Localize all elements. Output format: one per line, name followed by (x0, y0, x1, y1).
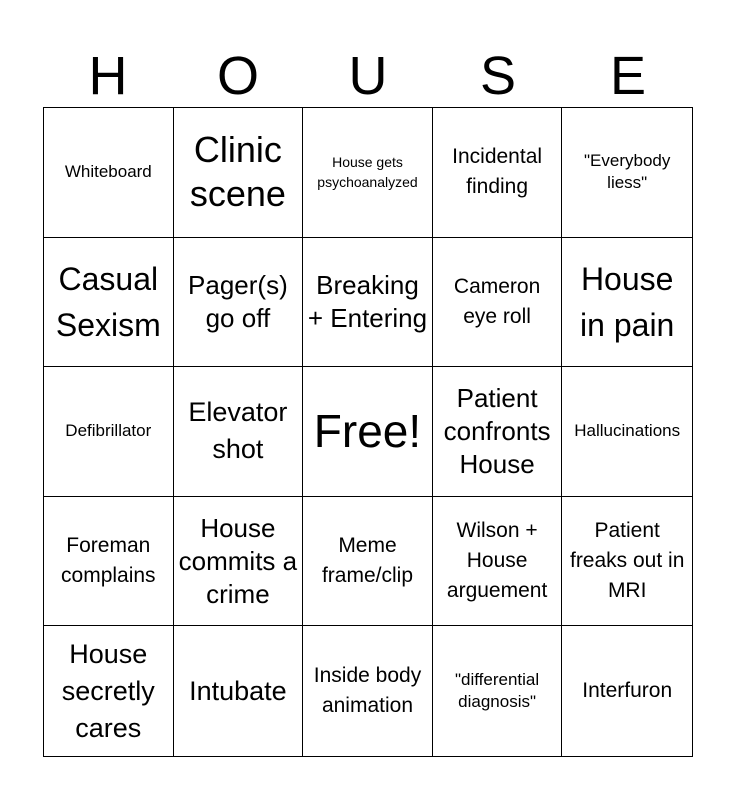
bingo-cell-house-in-pain[interactable] (562, 238, 692, 368)
header-letter-u: U (348, 46, 388, 106)
cell-label: Intubate (189, 675, 287, 706)
bingo-cell-free-space[interactable] (303, 367, 433, 497)
cell-label: Interfuron (582, 679, 673, 703)
header-letter-s: S (479, 46, 517, 106)
cell-label: Incidental finding (452, 145, 543, 199)
cell-label: Casual Sexism (55, 260, 161, 343)
bingo-cell-wilson-house-arguement[interactable] (433, 497, 563, 627)
bingo-cell-whiteboard[interactable] (44, 108, 174, 238)
cell-label: Whiteboard (64, 162, 152, 182)
bingo-cell-casual-sexism[interactable] (44, 238, 174, 368)
bingo-cell-everybody-liess[interactable] (562, 108, 692, 238)
bingo-cell-house-secretly-cares[interactable] (44, 626, 174, 756)
cell-label: House secretly cares (61, 638, 155, 743)
cell-label: Inside body animation (313, 664, 422, 718)
cell-label: House in pain (580, 260, 675, 343)
bingo-cell-patient-freaks-out-in-mri[interactable] (562, 497, 692, 627)
cell-label: Elevator shot (188, 397, 288, 465)
cell-label: Free! (313, 405, 422, 458)
bingo-cell-incidental-finding[interactable] (433, 108, 563, 238)
cell-label: Patient confronts House (443, 382, 551, 479)
bingo-cell-clinic-scene[interactable] (174, 108, 304, 238)
bingo-cell-cameron-eye-roll[interactable] (433, 238, 563, 368)
bingo-cell-defibrillator[interactable] (44, 367, 174, 497)
bingo-cell-intubate[interactable] (174, 626, 304, 756)
cell-label: Breaking + Entering (307, 269, 428, 333)
bingo-cell-house-gets-psychoanalyzed[interactable] (303, 108, 433, 238)
bingo-card (43, 107, 693, 757)
bingo-cell-breaking-entering[interactable] (303, 238, 433, 368)
cell-label: House gets psychoanalyzed (317, 154, 418, 191)
cell-label: Meme frame/clip (321, 534, 413, 588)
cell-label: Patient freaks out in MRI (569, 519, 685, 603)
header-letter-h: H (88, 46, 128, 106)
cell-label: "Everybody liess" (584, 151, 671, 193)
bingo-cell-hallucinations[interactable] (562, 367, 692, 497)
bingo-cell-interfuron[interactable] (562, 626, 692, 756)
cell-label: Pager(s) go off (188, 269, 288, 333)
bingo-cell-patient-confronts-house[interactable] (433, 367, 563, 497)
bingo-cell-house-commits-a-crime[interactable] (174, 497, 304, 627)
bingo-cell-pagers-go-off[interactable] (174, 238, 304, 368)
cell-label: Clinic scene (189, 129, 286, 215)
bingo-cell-elevator-shot[interactable] (174, 367, 304, 497)
cell-label: House commits a crime (178, 512, 298, 609)
cell-label: Defibrillator (65, 421, 152, 441)
bingo-cell-inside-body-animation[interactable] (303, 626, 433, 756)
bingo-cell-meme-frame-clip[interactable] (303, 497, 433, 627)
cell-label: Foreman complains (61, 534, 156, 588)
cell-label: "differential diagnosis" (455, 670, 540, 712)
cell-label: Wilson + House arguement (446, 519, 548, 603)
header-letter-e: E (609, 46, 647, 106)
header-letter-o: O (216, 46, 259, 106)
bingo-header (43, 48, 693, 104)
bingo-cell-differential-diagnosis[interactable] (433, 626, 563, 756)
bingo-cell-foreman-complains[interactable] (44, 497, 174, 627)
cell-label: Cameron eye roll (453, 274, 541, 328)
cell-label: Hallucinations (574, 421, 681, 441)
